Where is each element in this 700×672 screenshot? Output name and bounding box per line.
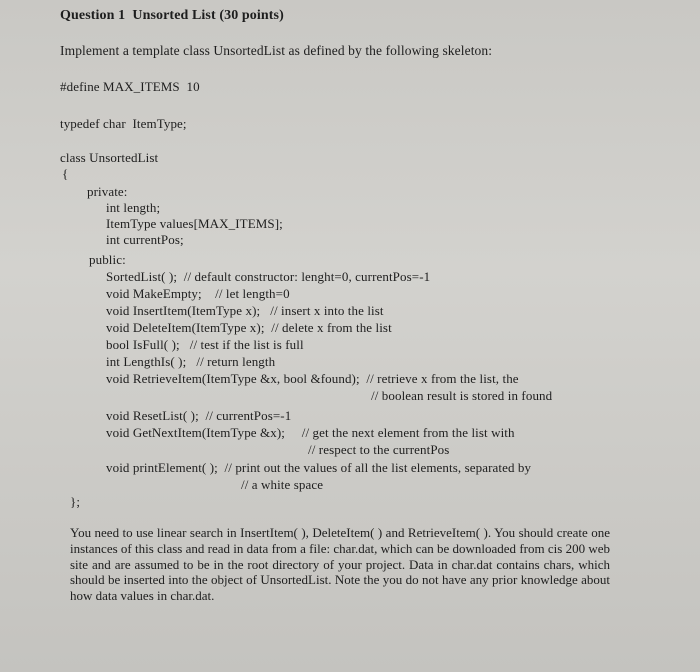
open-brace: { [62, 166, 69, 181]
method-print-comment: // a white space [241, 477, 324, 492]
class-line: class UnsortedList [60, 150, 159, 165]
define-line: #define MAX_ITEMS 10 [60, 79, 200, 94]
method-retrieve-comment: // boolean result is stored in found [371, 388, 553, 403]
instructions-paragraph: You need to use linear search in InsertItem( ), DeleteItem( ) and RetrieveItem( ). You should create one instances of this class and read in data from a file: char.dat, which can be downloaded from cis 200 web site and are assumed to be in the root directory of your project. Data in char.dat contains chars, which should be inserted into the object of UnsortedList. Note the you do not have any prior knowledge about how data values in char.dat. [70, 525, 610, 604]
member-values: ItemType values[MAX_ITEMS]; [106, 216, 283, 231]
method-delete-item: void DeleteItem(ItemType x); // delete x from the list [106, 320, 392, 335]
method-insert-item: void InsertItem(ItemType x); // insert x into the list [106, 303, 384, 318]
member-current-pos: int currentPos; [106, 232, 184, 247]
method-retrieve-item: void RetrieveItem(ItemType &x, bool &found); // retrieve x from the list, the [106, 371, 519, 386]
method-make-empty: void MakeEmpty; // let length=0 [106, 286, 290, 301]
private-label: private: [87, 184, 128, 199]
intro-text: Implement a template class UnsortedList as defined by the following skeleton: [60, 43, 493, 58]
method-length-is: int LengthIs( ); // return length [106, 354, 276, 369]
method-get-next-comment: // respect to the currentPos [308, 442, 450, 457]
typedef-line: typedef char ItemType; [60, 116, 187, 131]
method-is-full: bool IsFull( ); // test if the list is full [106, 337, 304, 352]
member-length: int length; [106, 200, 161, 215]
method-print-element: void printElement( ); // print out the values of all the list elements, separated by [106, 460, 532, 475]
close-brace: }; [70, 494, 81, 509]
method-constructor: SortedList( ); // default constructor: lenght=0, currentPos=-1 [106, 269, 431, 284]
method-get-next-item: void GetNextItem(ItemType &x); // get the next element from the list with [106, 425, 515, 440]
method-reset-list: void ResetList( ); // currentPos=-1 [106, 408, 292, 423]
question-title: Question 1 Unsorted List (30 points) [60, 8, 284, 23]
public-label: public: [89, 252, 126, 267]
